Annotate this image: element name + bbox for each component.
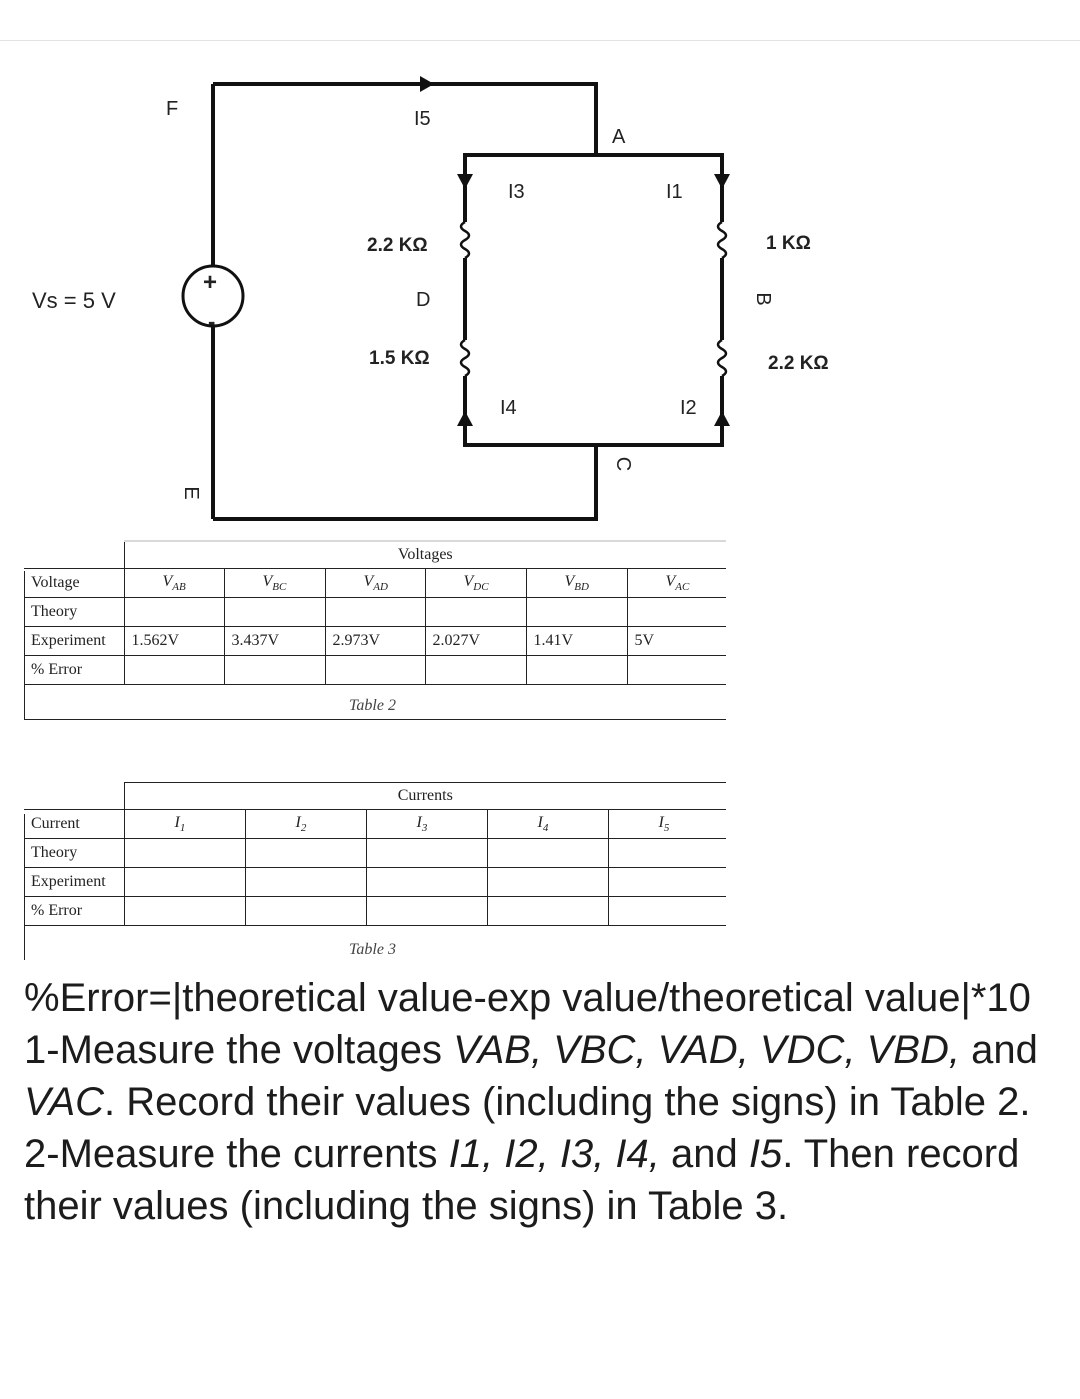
resistor-bottom-left (461, 340, 469, 376)
col-header-vad: $V_{AD}$ (325, 569, 425, 598)
table3-caption: Table 3 (349, 941, 396, 958)
current-i3-label: I3 (508, 181, 525, 203)
col-header-i4: $I_4$ (487, 810, 608, 839)
node-e-label: E (180, 486, 202, 500)
row-label: Current (24, 810, 124, 839)
arrow-i2 (714, 411, 730, 426)
step-1: 1-Measure the voltages VAB, VBC, VAD, VDC, VBD, and VAC. Record their values (including the signs) in Table 2. (24, 1028, 1038, 1124)
row-label: Experiment (24, 627, 124, 656)
arrow-i3 (457, 174, 473, 189)
cell-theory (124, 598, 224, 627)
source-label: Vs = 5 V (32, 288, 116, 313)
cell-experiment (366, 868, 487, 897)
circuit-diagram (0, 40, 1080, 540)
row-label: Theory (24, 598, 124, 627)
row-label: Voltage (24, 569, 124, 598)
arrow-i5 (420, 76, 434, 92)
resistor-label-bottom-left: 1.5 KΩ (369, 348, 430, 369)
resistor-label-top-right: 1 KΩ (766, 233, 811, 254)
cell-error (487, 897, 608, 926)
col-header-vab: $V_{AB}$ (124, 569, 224, 598)
cell-error (366, 897, 487, 926)
current-i4-label: I4 (500, 397, 517, 419)
instructions-text (24, 972, 1064, 1232)
table2-bottom-border (24, 719, 726, 720)
col-header-i3: $I_3$ (366, 810, 487, 839)
resistor-label-top-left: 2.2 KΩ (367, 235, 428, 256)
cell-theory (366, 839, 487, 868)
row-label: Theory (24, 839, 124, 868)
col-header-vbc: $V_{BC}$ (224, 569, 325, 598)
col-header-vac: $V_{AC}$ (627, 569, 726, 598)
cell-experiment-vad: 2.973V (325, 627, 425, 656)
node-a-label: A (612, 126, 626, 148)
cell-experiment (124, 868, 245, 897)
cell-theory (608, 839, 726, 868)
cell-experiment (245, 868, 366, 897)
cell-error (608, 897, 726, 926)
cell-error (627, 656, 726, 685)
cell-experiment-vdc: 2.027V (425, 627, 526, 656)
error-formula: %Error=|theoretical value-exp value/theoretical value|*10 (24, 976, 1031, 1020)
col-header-i1: $I_1$ (124, 810, 245, 839)
source-minus-sign: - (208, 309, 216, 334)
node-c-label: C (612, 456, 634, 472)
cell-theory (487, 839, 608, 868)
cell-experiment (608, 868, 726, 897)
col-header-i2: $I_2$ (245, 810, 366, 839)
cell-experiment (487, 868, 608, 897)
cell-error (245, 897, 366, 926)
cell-error (325, 656, 425, 685)
cell-theory (425, 598, 526, 627)
cell-error (425, 656, 526, 685)
current-i1-label: I1 (666, 181, 683, 203)
col-header-i5: $I_5$ (608, 810, 726, 839)
arrow-i4 (457, 411, 473, 426)
cell-experiment-vac: 5V (627, 627, 726, 656)
voltages-table (24, 540, 726, 685)
top-bar (0, 0, 1080, 41)
currents-table (24, 782, 726, 926)
resistor-top-right (718, 222, 726, 258)
cell-theory (224, 598, 325, 627)
row-label: % Error (24, 897, 124, 926)
cell-experiment-vbc: 3.437V (224, 627, 325, 656)
resistor-bottom-right (718, 340, 726, 376)
cell-experiment-vab: 1.562V (124, 627, 224, 656)
wire-branch-bottom (465, 420, 722, 445)
node-b-label: B (752, 292, 774, 306)
cell-error (124, 656, 224, 685)
resistor-top-left (461, 222, 469, 258)
row-label: % Error (24, 656, 124, 685)
col-header-vdc: $V_{DC}$ (425, 569, 526, 598)
cell-error (526, 656, 627, 685)
current-i5-label: I5 (414, 108, 431, 130)
cell-theory (627, 598, 726, 627)
wire-branch-top (465, 155, 722, 178)
current-i2-label: I2 (680, 397, 697, 419)
source-plus-sign: + (203, 269, 218, 296)
cell-error (124, 897, 245, 926)
wire-outer-top (213, 84, 596, 155)
resistor-label-bottom-right: 2.2 KΩ (768, 353, 829, 374)
cell-theory (325, 598, 425, 627)
node-f-label: F (166, 98, 179, 120)
wire-outer-bottom (213, 445, 596, 519)
step-2: 2-Measure the currents I1, I2, I3, I4, and I5. Then record their values (including the signs) in Table 3. (24, 1132, 1020, 1228)
cell-theory (124, 839, 245, 868)
row-label: Experiment (24, 868, 124, 897)
cell-theory (526, 598, 627, 627)
arrow-i1 (714, 174, 730, 189)
node-d-label: D (416, 289, 431, 311)
cell-error (224, 656, 325, 685)
currents-group-header: Currents (124, 783, 726, 810)
table2-caption: Table 2 (349, 697, 396, 714)
col-header-vbd: $V_{BD}$ (526, 569, 627, 598)
cell-experiment-vbd: 1.41V (526, 627, 627, 656)
voltages-group-header: Voltages (124, 541, 726, 569)
cell-theory (245, 839, 366, 868)
